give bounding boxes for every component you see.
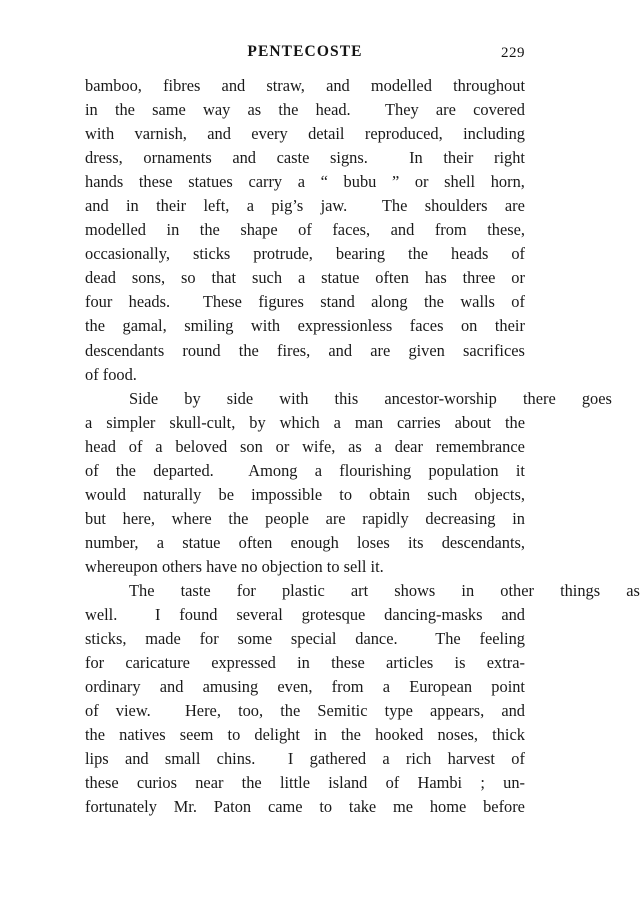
text-line: lips and small chins. I gathered a rich harvest of (85, 749, 525, 769)
text-line: these curios near the little island of Hambi ; un- (85, 773, 526, 793)
text-line: ordinary and amusing even, from a European point (85, 677, 525, 697)
text-line: well. I found several grotesque dancing-masks and (85, 605, 525, 625)
paragraph (85, 579, 640, 819)
text-line: modelled in the shape of faces, and from these, (85, 220, 525, 240)
text-line: but here, where the people are rapidly decreasing in (85, 508, 525, 528)
text-line: the natives seem to delight in the hooked noses, thick (85, 725, 525, 745)
text-line: in the same way as the head. They are covered (85, 100, 525, 120)
text-line: The taste for plastic art shows in other things as (129, 580, 640, 600)
text-line: occasionally, sticks protrude, bearing the heads of (85, 244, 526, 264)
text-line: fortunately Mr. Paton came to take me home before (85, 797, 525, 817)
paragraph (85, 74, 525, 387)
text-line: of food. (85, 364, 137, 384)
text-line: whereupon others have no objection to sell it. (85, 556, 384, 576)
text-line: of view. Here, too, the Semitic type appears, and (85, 701, 525, 721)
text-line: number, a statue often enough loses its descendants, (85, 532, 525, 552)
text-line: hands these statues carry a “ bubu ” or shell horn, (85, 172, 525, 192)
text-line: for caricature expressed in these articles is extra- (85, 653, 525, 673)
page-number: 229 (501, 45, 525, 61)
running-head-title: PENTECOSTE (247, 43, 363, 60)
text-line: four heads. These figures stand along the walls of (85, 292, 525, 312)
text-line: dress, ornaments and caste signs. In their right (85, 148, 525, 168)
text-line: and in their left, a pig’s jaw. The shoulders are (85, 196, 525, 216)
body-text (85, 74, 640, 819)
text-line: of the departed. Among a flourishing population it (85, 460, 525, 480)
text-line: head of a beloved son or wife, as a dear remembrance (85, 436, 525, 456)
text-line: descendants round the fires, and are given sacrifices (85, 340, 525, 360)
text-line: a simpler skull-cult, by which a man carries about the (85, 412, 526, 432)
text-line: would naturally be impossible to obtain such objects, (85, 484, 525, 504)
text-line: Side by side with this ancestor-worship there goes (129, 388, 612, 408)
text-line: sticks, made for some special dance. The feeling (85, 629, 525, 649)
text-line: the gamal, smiling with expressionless faces on their (85, 316, 525, 336)
text-line: bamboo, fibres and straw, and modelled throughout (85, 76, 525, 95)
text-line: dead sons, so that such a statue often has three or (85, 268, 525, 288)
running-head (85, 42, 525, 66)
paragraph (85, 387, 612, 579)
text-line: with varnish, and every detail reproduced, including (85, 124, 525, 144)
